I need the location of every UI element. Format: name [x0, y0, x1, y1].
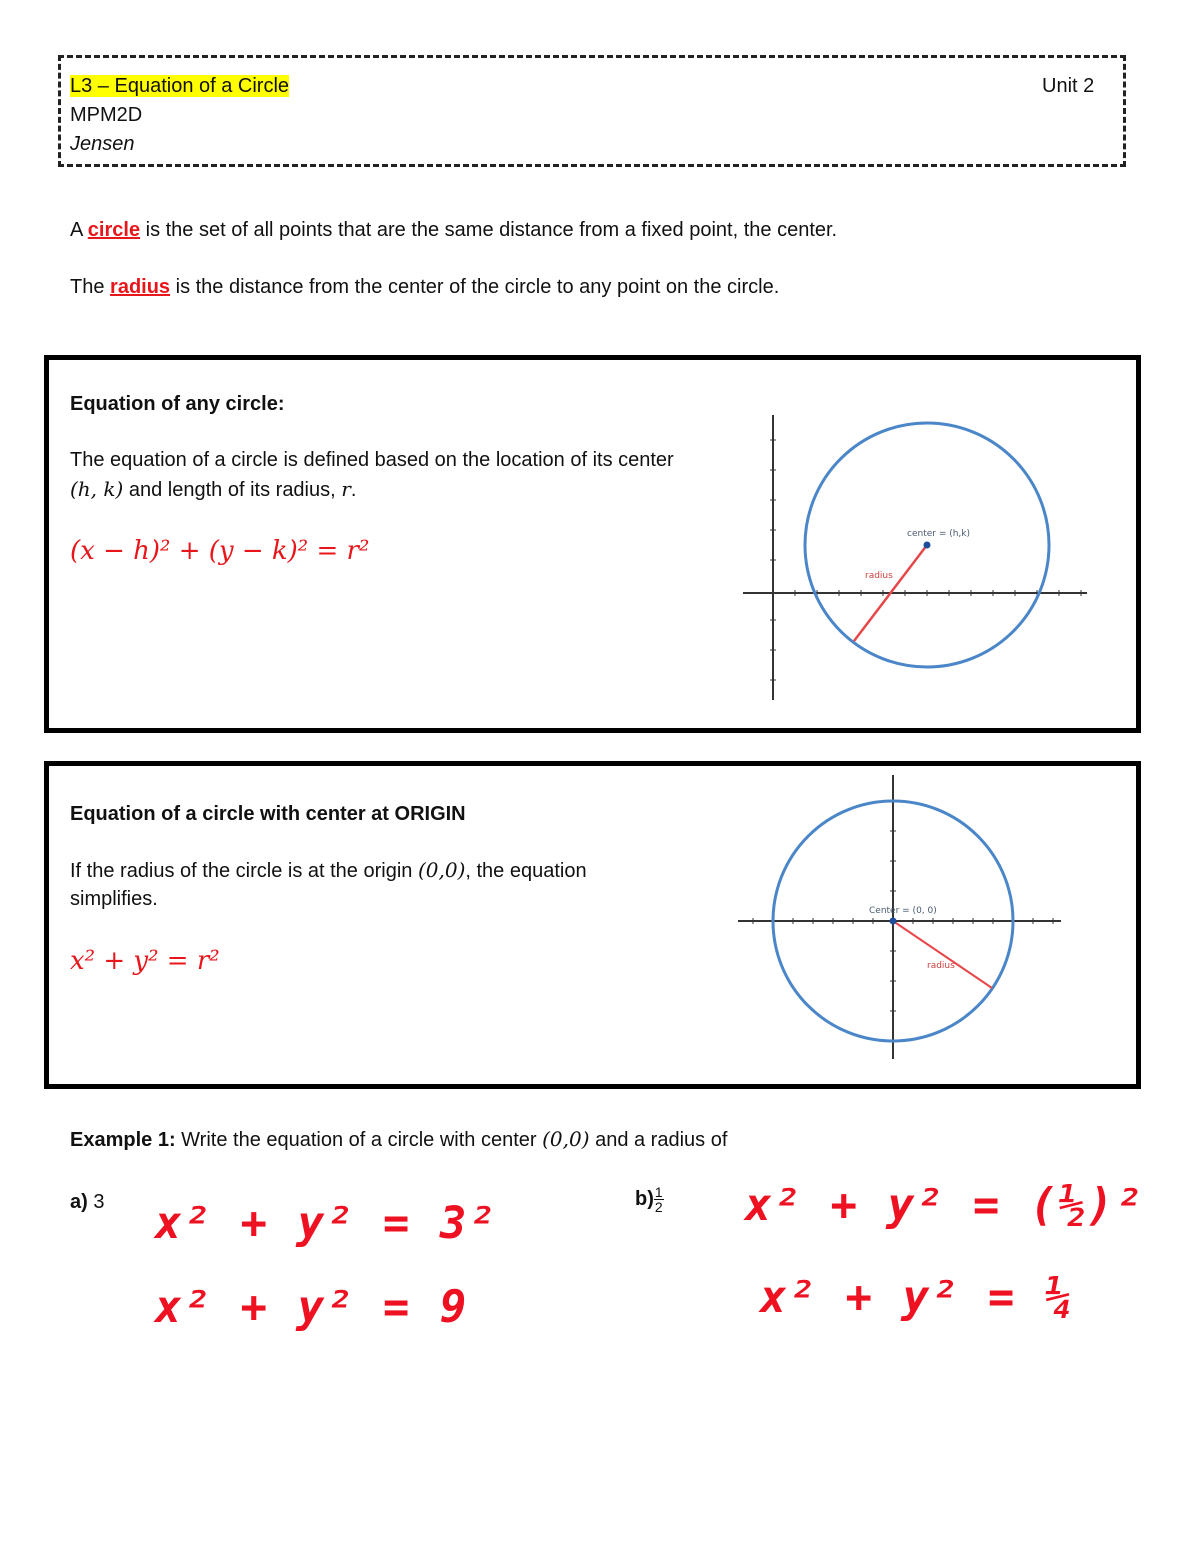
box2-line1-pre: If the radius of the circle is at the origin — [70, 860, 418, 882]
box2-heading: Equation of a circle with center at ORIGIN — [70, 803, 466, 825]
radius-term: radius — [110, 276, 171, 298]
handwritten-a2: x² + y² = 9 — [155, 1282, 469, 1333]
radius-label: radius — [865, 571, 893, 581]
example-center: (0,0) — [542, 1127, 590, 1151]
radius-definition — [70, 275, 779, 299]
box1-line1: The equation of a circle is defined based on the location of its center — [70, 449, 674, 471]
radius-segment — [893, 921, 992, 988]
part-b-den: 2 — [654, 1199, 663, 1215]
center-point — [890, 918, 897, 925]
part-b-label: b) — [635, 1187, 654, 1210]
handwritten-b1: x² + y² = (½)² — [745, 1180, 1144, 1231]
course-code: MPM2D — [70, 104, 143, 126]
part-b — [635, 1185, 664, 1214]
lesson-title — [70, 74, 289, 98]
radius-label: radius — [927, 961, 955, 971]
handwritten-b2: x² + y² = ¼ — [760, 1272, 1074, 1323]
center-hk: (h, k) — [70, 477, 124, 501]
header-box — [58, 55, 1126, 167]
example-label: Example 1: — [70, 1129, 176, 1151]
box2-line1 — [70, 858, 587, 883]
teacher-name: Jensen — [70, 133, 135, 155]
part-a-value: 3 — [93, 1191, 105, 1213]
center-label: Center = (0, 0) — [869, 906, 937, 916]
box1-line2 — [70, 477, 356, 502]
handwritten-a1: x² + y² = 3² — [155, 1198, 497, 1249]
part-b-fraction — [654, 1185, 664, 1214]
circle-def-pre: A — [70, 219, 88, 241]
radius-def-post: is the distance from the center of the circle to any point on the circle. — [170, 276, 780, 298]
box1-heading: Equation of any circle: — [70, 393, 285, 415]
lesson-title-text: L3 – Equation of a Circle — [70, 75, 290, 97]
part-a — [70, 1190, 104, 1214]
example-prompt-post: and a radius of — [589, 1129, 728, 1151]
general-circle-diagram — [735, 410, 1095, 705]
box2-line2: simplifies. — [70, 888, 158, 910]
circle-definition — [70, 218, 837, 242]
box1-line2-end: . — [350, 479, 357, 501]
origin-circle-equation: x² + y² = r² — [70, 946, 220, 976]
example-prompt-pre: Write the equation of a circle with center — [175, 1129, 543, 1151]
origin-circle-diagram — [735, 772, 1065, 1062]
circle-def-post: is the set of all points that are the same distance from a fixed point, the center. — [140, 219, 838, 241]
part-a-label: a) — [70, 1191, 88, 1213]
example-prompt — [70, 1127, 727, 1152]
general-circle-equation: (x − h)² + (y − k)² = r² — [70, 536, 370, 566]
part-b-num: 1 — [654, 1184, 663, 1200]
circle-term: circle — [87, 219, 141, 241]
box2-line1-post: , the equation — [465, 860, 587, 882]
radius-r: r — [341, 477, 351, 501]
box1-line2-mid: and length of its radius, — [123, 479, 342, 501]
radius-def-pre: The — [70, 276, 111, 298]
unit-label: Unit 2 — [1042, 75, 1095, 97]
center-label: center = (h,k) — [907, 529, 971, 539]
center-point — [924, 542, 931, 549]
origin-coords: (0,0) — [417, 858, 466, 882]
